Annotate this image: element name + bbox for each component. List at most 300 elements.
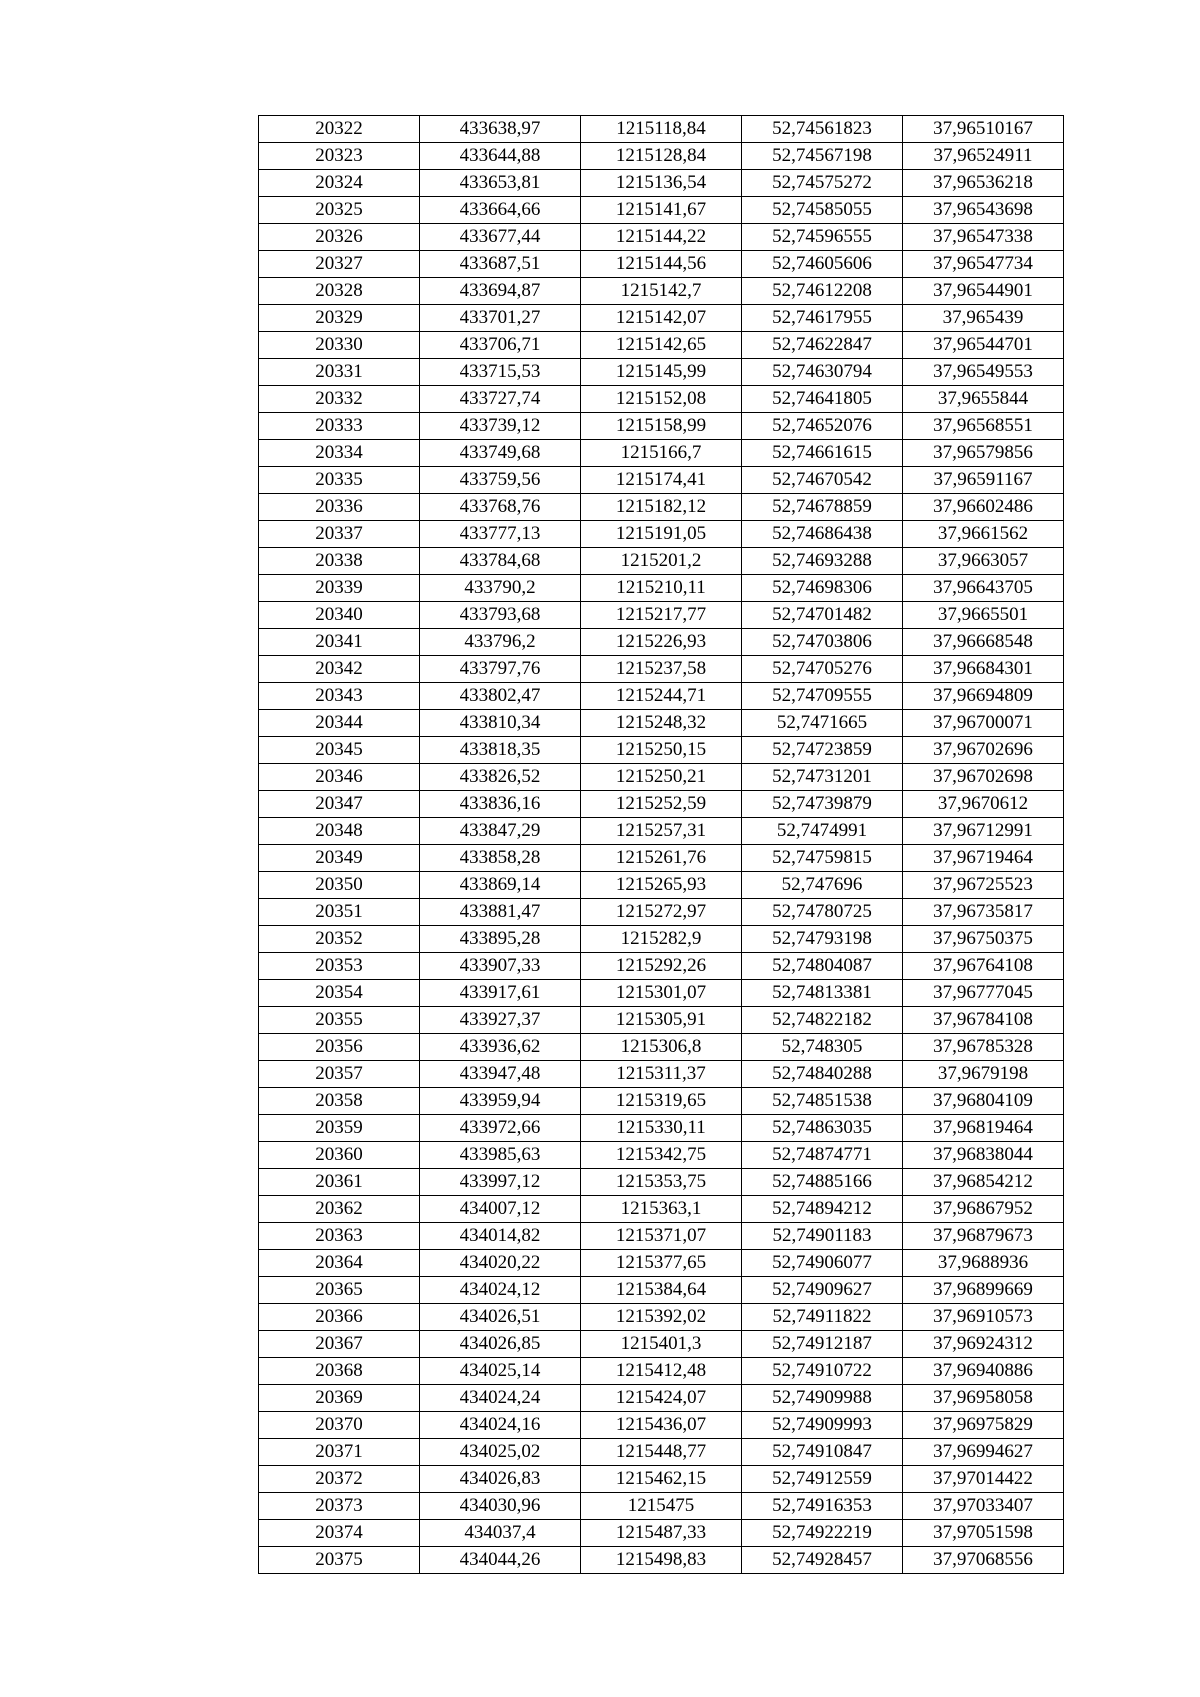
table-row bbox=[259, 629, 1064, 656]
y-coordinate-cell: 1215144,22 bbox=[581, 224, 742, 251]
table-row bbox=[259, 737, 1064, 764]
longitude-cell: 37,96750375 bbox=[903, 926, 1064, 953]
point-number-cell: 20346 bbox=[259, 764, 420, 791]
point-number-cell: 20340 bbox=[259, 602, 420, 629]
point-number-cell: 20325 bbox=[259, 197, 420, 224]
longitude-cell: 37,96547338 bbox=[903, 224, 1064, 251]
point-number-cell: 20341 bbox=[259, 629, 420, 656]
x-coordinate-cell: 434044,26 bbox=[420, 1547, 581, 1574]
x-coordinate-cell: 433895,28 bbox=[420, 926, 581, 953]
longitude-cell: 37,965439 bbox=[903, 305, 1064, 332]
latitude-cell: 52,74670542 bbox=[742, 467, 903, 494]
y-coordinate-cell: 1215142,65 bbox=[581, 332, 742, 359]
y-coordinate-cell: 1215311,37 bbox=[581, 1061, 742, 1088]
table-row bbox=[259, 1007, 1064, 1034]
y-coordinate-cell: 1215462,15 bbox=[581, 1466, 742, 1493]
y-coordinate-cell: 1215475 bbox=[581, 1493, 742, 1520]
point-number-cell: 20364 bbox=[259, 1250, 420, 1277]
x-coordinate-cell: 433739,12 bbox=[420, 413, 581, 440]
point-number-cell: 20322 bbox=[259, 116, 420, 143]
longitude-cell: 37,96536218 bbox=[903, 170, 1064, 197]
x-coordinate-cell: 433644,88 bbox=[420, 143, 581, 170]
table-row bbox=[259, 953, 1064, 980]
table-row bbox=[259, 1223, 1064, 1250]
table-row bbox=[259, 548, 1064, 575]
y-coordinate-cell: 1215210,11 bbox=[581, 575, 742, 602]
latitude-cell: 52,74630794 bbox=[742, 359, 903, 386]
x-coordinate-cell: 433826,52 bbox=[420, 764, 581, 791]
longitude-cell: 37,96543698 bbox=[903, 197, 1064, 224]
y-coordinate-cell: 1215145,99 bbox=[581, 359, 742, 386]
point-number-cell: 20336 bbox=[259, 494, 420, 521]
latitude-cell: 52,74723859 bbox=[742, 737, 903, 764]
y-coordinate-cell: 1215363,1 bbox=[581, 1196, 742, 1223]
longitude-cell: 37,96694809 bbox=[903, 683, 1064, 710]
table-row bbox=[259, 521, 1064, 548]
latitude-cell: 52,74840288 bbox=[742, 1061, 903, 1088]
y-coordinate-cell: 1215250,15 bbox=[581, 737, 742, 764]
point-number-cell: 20365 bbox=[259, 1277, 420, 1304]
longitude-cell: 37,9665501 bbox=[903, 602, 1064, 629]
point-number-cell: 20373 bbox=[259, 1493, 420, 1520]
table-row bbox=[259, 1088, 1064, 1115]
latitude-cell: 52,74759815 bbox=[742, 845, 903, 872]
coordinates-table bbox=[258, 115, 1064, 1574]
x-coordinate-cell: 434014,82 bbox=[420, 1223, 581, 1250]
latitude-cell: 52,7471665 bbox=[742, 710, 903, 737]
y-coordinate-cell: 1215401,3 bbox=[581, 1331, 742, 1358]
x-coordinate-cell: 434024,12 bbox=[420, 1277, 581, 1304]
point-number-cell: 20327 bbox=[259, 251, 420, 278]
table-row bbox=[259, 1034, 1064, 1061]
table-row bbox=[259, 1142, 1064, 1169]
y-coordinate-cell: 1215217,77 bbox=[581, 602, 742, 629]
point-number-cell: 20333 bbox=[259, 413, 420, 440]
point-number-cell: 20359 bbox=[259, 1115, 420, 1142]
latitude-cell: 52,74909988 bbox=[742, 1385, 903, 1412]
table-row bbox=[259, 764, 1064, 791]
point-number-cell: 20339 bbox=[259, 575, 420, 602]
table-row bbox=[259, 359, 1064, 386]
table-row bbox=[259, 116, 1064, 143]
y-coordinate-cell: 1215226,93 bbox=[581, 629, 742, 656]
point-number-cell: 20357 bbox=[259, 1061, 420, 1088]
y-coordinate-cell: 1215319,65 bbox=[581, 1088, 742, 1115]
table-row bbox=[259, 1196, 1064, 1223]
point-number-cell: 20372 bbox=[259, 1466, 420, 1493]
y-coordinate-cell: 1215412,48 bbox=[581, 1358, 742, 1385]
y-coordinate-cell: 1215292,26 bbox=[581, 953, 742, 980]
y-coordinate-cell: 1215141,67 bbox=[581, 197, 742, 224]
latitude-cell: 52,74909627 bbox=[742, 1277, 903, 1304]
point-number-cell: 20355 bbox=[259, 1007, 420, 1034]
longitude-cell: 37,96702698 bbox=[903, 764, 1064, 791]
table-row bbox=[259, 170, 1064, 197]
latitude-cell: 52,74874771 bbox=[742, 1142, 903, 1169]
point-number-cell: 20363 bbox=[259, 1223, 420, 1250]
table-row bbox=[259, 1520, 1064, 1547]
longitude-cell: 37,96924312 bbox=[903, 1331, 1064, 1358]
x-coordinate-cell: 433985,63 bbox=[420, 1142, 581, 1169]
x-coordinate-cell: 434024,16 bbox=[420, 1412, 581, 1439]
longitude-cell: 37,96700071 bbox=[903, 710, 1064, 737]
table-row bbox=[259, 1169, 1064, 1196]
longitude-cell: 37,96854212 bbox=[903, 1169, 1064, 1196]
latitude-cell: 52,74894212 bbox=[742, 1196, 903, 1223]
x-coordinate-cell: 433797,76 bbox=[420, 656, 581, 683]
table-row bbox=[259, 1331, 1064, 1358]
point-number-cell: 20335 bbox=[259, 467, 420, 494]
latitude-cell: 52,74617955 bbox=[742, 305, 903, 332]
y-coordinate-cell: 1215353,75 bbox=[581, 1169, 742, 1196]
x-coordinate-cell: 434026,83 bbox=[420, 1466, 581, 1493]
longitude-cell: 37,96524911 bbox=[903, 143, 1064, 170]
y-coordinate-cell: 1215248,32 bbox=[581, 710, 742, 737]
y-coordinate-cell: 1215272,97 bbox=[581, 899, 742, 926]
table-row bbox=[259, 1358, 1064, 1385]
x-coordinate-cell: 433907,33 bbox=[420, 953, 581, 980]
y-coordinate-cell: 1215301,07 bbox=[581, 980, 742, 1007]
latitude-cell: 52,7474991 bbox=[742, 818, 903, 845]
longitude-cell: 37,96838044 bbox=[903, 1142, 1064, 1169]
longitude-cell: 37,96819464 bbox=[903, 1115, 1064, 1142]
point-number-cell: 20353 bbox=[259, 953, 420, 980]
latitude-cell: 52,74813381 bbox=[742, 980, 903, 1007]
table-row bbox=[259, 1304, 1064, 1331]
point-number-cell: 20370 bbox=[259, 1412, 420, 1439]
x-coordinate-cell: 433638,97 bbox=[420, 116, 581, 143]
latitude-cell: 52,74906077 bbox=[742, 1250, 903, 1277]
latitude-cell: 52,74705276 bbox=[742, 656, 903, 683]
y-coordinate-cell: 1215166,7 bbox=[581, 440, 742, 467]
x-coordinate-cell: 433777,13 bbox=[420, 521, 581, 548]
longitude-cell: 37,96764108 bbox=[903, 953, 1064, 980]
table-row bbox=[259, 1466, 1064, 1493]
point-number-cell: 20334 bbox=[259, 440, 420, 467]
point-number-cell: 20360 bbox=[259, 1142, 420, 1169]
point-number-cell: 20358 bbox=[259, 1088, 420, 1115]
x-coordinate-cell: 434025,02 bbox=[420, 1439, 581, 1466]
longitude-cell: 37,96975829 bbox=[903, 1412, 1064, 1439]
longitude-cell: 37,96725523 bbox=[903, 872, 1064, 899]
longitude-cell: 37,96735817 bbox=[903, 899, 1064, 926]
longitude-cell: 37,96994627 bbox=[903, 1439, 1064, 1466]
y-coordinate-cell: 1215136,54 bbox=[581, 170, 742, 197]
latitude-cell: 52,74804087 bbox=[742, 953, 903, 980]
x-coordinate-cell: 433802,47 bbox=[420, 683, 581, 710]
point-number-cell: 20345 bbox=[259, 737, 420, 764]
y-coordinate-cell: 1215282,9 bbox=[581, 926, 742, 953]
point-number-cell: 20343 bbox=[259, 683, 420, 710]
x-coordinate-cell: 433959,94 bbox=[420, 1088, 581, 1115]
x-coordinate-cell: 433796,2 bbox=[420, 629, 581, 656]
latitude-cell: 52,74661615 bbox=[742, 440, 903, 467]
table-row bbox=[259, 1277, 1064, 1304]
longitude-cell: 37,96547734 bbox=[903, 251, 1064, 278]
y-coordinate-cell: 1215182,12 bbox=[581, 494, 742, 521]
longitude-cell: 37,96579856 bbox=[903, 440, 1064, 467]
table-row bbox=[259, 926, 1064, 953]
point-number-cell: 20361 bbox=[259, 1169, 420, 1196]
y-coordinate-cell: 1215128,84 bbox=[581, 143, 742, 170]
latitude-cell: 52,74793198 bbox=[742, 926, 903, 953]
y-coordinate-cell: 1215448,77 bbox=[581, 1439, 742, 1466]
latitude-cell: 52,74863035 bbox=[742, 1115, 903, 1142]
point-number-cell: 20342 bbox=[259, 656, 420, 683]
table-row bbox=[259, 224, 1064, 251]
longitude-cell: 37,97051598 bbox=[903, 1520, 1064, 1547]
y-coordinate-cell: 1215142,7 bbox=[581, 278, 742, 305]
longitude-cell: 37,96940886 bbox=[903, 1358, 1064, 1385]
latitude-cell: 52,74703806 bbox=[742, 629, 903, 656]
table-row bbox=[259, 1115, 1064, 1142]
longitude-cell: 37,96549553 bbox=[903, 359, 1064, 386]
y-coordinate-cell: 1215306,8 bbox=[581, 1034, 742, 1061]
latitude-cell: 52,74780725 bbox=[742, 899, 903, 926]
point-number-cell: 20344 bbox=[259, 710, 420, 737]
latitude-cell: 52,74652076 bbox=[742, 413, 903, 440]
x-coordinate-cell: 433869,14 bbox=[420, 872, 581, 899]
table-row bbox=[259, 494, 1064, 521]
table-row bbox=[259, 791, 1064, 818]
y-coordinate-cell: 1215118,84 bbox=[581, 116, 742, 143]
x-coordinate-cell: 433727,74 bbox=[420, 386, 581, 413]
longitude-cell: 37,96602486 bbox=[903, 494, 1064, 521]
table-row bbox=[259, 1493, 1064, 1520]
latitude-cell: 52,74686438 bbox=[742, 521, 903, 548]
point-number-cell: 20337 bbox=[259, 521, 420, 548]
table-row bbox=[259, 602, 1064, 629]
y-coordinate-cell: 1215158,99 bbox=[581, 413, 742, 440]
y-coordinate-cell: 1215152,08 bbox=[581, 386, 742, 413]
y-coordinate-cell: 1215487,33 bbox=[581, 1520, 742, 1547]
point-number-cell: 20366 bbox=[259, 1304, 420, 1331]
x-coordinate-cell: 433936,62 bbox=[420, 1034, 581, 1061]
table-row bbox=[259, 575, 1064, 602]
point-number-cell: 20369 bbox=[259, 1385, 420, 1412]
table-row bbox=[259, 1412, 1064, 1439]
y-coordinate-cell: 1215392,02 bbox=[581, 1304, 742, 1331]
latitude-cell: 52,74575272 bbox=[742, 170, 903, 197]
longitude-cell: 37,97033407 bbox=[903, 1493, 1064, 1520]
table-row bbox=[259, 683, 1064, 710]
longitude-cell: 37,96804109 bbox=[903, 1088, 1064, 1115]
latitude-cell: 52,74561823 bbox=[742, 116, 903, 143]
latitude-cell: 52,74928457 bbox=[742, 1547, 903, 1574]
latitude-cell: 52,74701482 bbox=[742, 602, 903, 629]
latitude-cell: 52,74912559 bbox=[742, 1466, 903, 1493]
longitude-cell: 37,96702696 bbox=[903, 737, 1064, 764]
y-coordinate-cell: 1215142,07 bbox=[581, 305, 742, 332]
y-coordinate-cell: 1215261,76 bbox=[581, 845, 742, 872]
latitude-cell: 52,74709555 bbox=[742, 683, 903, 710]
table-row bbox=[259, 1439, 1064, 1466]
table-row bbox=[259, 332, 1064, 359]
longitude-cell: 37,9661562 bbox=[903, 521, 1064, 548]
point-number-cell: 20326 bbox=[259, 224, 420, 251]
latitude-cell: 52,748305 bbox=[742, 1034, 903, 1061]
table-row bbox=[259, 980, 1064, 1007]
y-coordinate-cell: 1215265,93 bbox=[581, 872, 742, 899]
table-row bbox=[259, 845, 1064, 872]
latitude-cell: 52,74851538 bbox=[742, 1088, 903, 1115]
longitude-cell: 37,9679198 bbox=[903, 1061, 1064, 1088]
point-number-cell: 20362 bbox=[259, 1196, 420, 1223]
latitude-cell: 52,74731201 bbox=[742, 764, 903, 791]
x-coordinate-cell: 433790,2 bbox=[420, 575, 581, 602]
latitude-cell: 52,74585055 bbox=[742, 197, 903, 224]
table-row bbox=[259, 818, 1064, 845]
coordinates-table-body bbox=[259, 116, 1064, 1574]
point-number-cell: 20348 bbox=[259, 818, 420, 845]
table-row bbox=[259, 1250, 1064, 1277]
x-coordinate-cell: 433664,66 bbox=[420, 197, 581, 224]
longitude-cell: 37,96719464 bbox=[903, 845, 1064, 872]
x-coordinate-cell: 433759,56 bbox=[420, 467, 581, 494]
longitude-cell: 37,96712991 bbox=[903, 818, 1064, 845]
latitude-cell: 52,74641805 bbox=[742, 386, 903, 413]
y-coordinate-cell: 1215377,65 bbox=[581, 1250, 742, 1277]
longitude-cell: 37,96668548 bbox=[903, 629, 1064, 656]
latitude-cell: 52,74885166 bbox=[742, 1169, 903, 1196]
latitude-cell: 52,74567198 bbox=[742, 143, 903, 170]
longitude-cell: 37,96958058 bbox=[903, 1385, 1064, 1412]
x-coordinate-cell: 433881,47 bbox=[420, 899, 581, 926]
y-coordinate-cell: 1215384,64 bbox=[581, 1277, 742, 1304]
table-row bbox=[259, 278, 1064, 305]
x-coordinate-cell: 433917,61 bbox=[420, 980, 581, 1007]
table-row bbox=[259, 467, 1064, 494]
table-row bbox=[259, 305, 1064, 332]
table-row bbox=[259, 1061, 1064, 1088]
latitude-cell: 52,74922219 bbox=[742, 1520, 903, 1547]
y-coordinate-cell: 1215201,2 bbox=[581, 548, 742, 575]
y-coordinate-cell: 1215498,83 bbox=[581, 1547, 742, 1574]
longitude-cell: 37,96684301 bbox=[903, 656, 1064, 683]
x-coordinate-cell: 433749,68 bbox=[420, 440, 581, 467]
point-number-cell: 20351 bbox=[259, 899, 420, 926]
x-coordinate-cell: 434024,24 bbox=[420, 1385, 581, 1412]
longitude-cell: 37,97068556 bbox=[903, 1547, 1064, 1574]
latitude-cell: 52,74822182 bbox=[742, 1007, 903, 1034]
latitude-cell: 52,74916353 bbox=[742, 1493, 903, 1520]
longitude-cell: 37,9663057 bbox=[903, 548, 1064, 575]
point-number-cell: 20368 bbox=[259, 1358, 420, 1385]
longitude-cell: 37,96879673 bbox=[903, 1223, 1064, 1250]
y-coordinate-cell: 1215250,21 bbox=[581, 764, 742, 791]
x-coordinate-cell: 434030,96 bbox=[420, 1493, 581, 1520]
table-row bbox=[259, 872, 1064, 899]
point-number-cell: 20374 bbox=[259, 1520, 420, 1547]
longitude-cell: 37,9670612 bbox=[903, 791, 1064, 818]
longitude-cell: 37,96643705 bbox=[903, 575, 1064, 602]
x-coordinate-cell: 433810,34 bbox=[420, 710, 581, 737]
table-row bbox=[259, 710, 1064, 737]
longitude-cell: 37,96867952 bbox=[903, 1196, 1064, 1223]
longitude-cell: 37,96910573 bbox=[903, 1304, 1064, 1331]
point-number-cell: 20347 bbox=[259, 791, 420, 818]
y-coordinate-cell: 1215191,05 bbox=[581, 521, 742, 548]
y-coordinate-cell: 1215305,91 bbox=[581, 1007, 742, 1034]
longitude-cell: 37,96785328 bbox=[903, 1034, 1064, 1061]
table-row bbox=[259, 899, 1064, 926]
longitude-cell: 37,96544701 bbox=[903, 332, 1064, 359]
longitude-cell: 37,9688936 bbox=[903, 1250, 1064, 1277]
table-row bbox=[259, 413, 1064, 440]
y-coordinate-cell: 1215330,11 bbox=[581, 1115, 742, 1142]
point-number-cell: 20356 bbox=[259, 1034, 420, 1061]
x-coordinate-cell: 433972,66 bbox=[420, 1115, 581, 1142]
longitude-cell: 37,96777045 bbox=[903, 980, 1064, 1007]
latitude-cell: 52,74605606 bbox=[742, 251, 903, 278]
point-number-cell: 20328 bbox=[259, 278, 420, 305]
x-coordinate-cell: 433858,28 bbox=[420, 845, 581, 872]
latitude-cell: 52,74911822 bbox=[742, 1304, 903, 1331]
x-coordinate-cell: 433677,44 bbox=[420, 224, 581, 251]
point-number-cell: 20331 bbox=[259, 359, 420, 386]
y-coordinate-cell: 1215436,07 bbox=[581, 1412, 742, 1439]
point-number-cell: 20349 bbox=[259, 845, 420, 872]
longitude-cell: 37,96568551 bbox=[903, 413, 1064, 440]
y-coordinate-cell: 1215237,58 bbox=[581, 656, 742, 683]
y-coordinate-cell: 1215144,56 bbox=[581, 251, 742, 278]
point-number-cell: 20329 bbox=[259, 305, 420, 332]
x-coordinate-cell: 433947,48 bbox=[420, 1061, 581, 1088]
latitude-cell: 52,74622847 bbox=[742, 332, 903, 359]
point-number-cell: 20367 bbox=[259, 1331, 420, 1358]
longitude-cell: 37,96784108 bbox=[903, 1007, 1064, 1034]
point-number-cell: 20354 bbox=[259, 980, 420, 1007]
table-row bbox=[259, 386, 1064, 413]
latitude-cell: 52,74909993 bbox=[742, 1412, 903, 1439]
longitude-cell: 37,97014422 bbox=[903, 1466, 1064, 1493]
latitude-cell: 52,74912187 bbox=[742, 1331, 903, 1358]
x-coordinate-cell: 433715,53 bbox=[420, 359, 581, 386]
point-number-cell: 20323 bbox=[259, 143, 420, 170]
x-coordinate-cell: 433706,71 bbox=[420, 332, 581, 359]
latitude-cell: 52,747696 bbox=[742, 872, 903, 899]
y-coordinate-cell: 1215174,41 bbox=[581, 467, 742, 494]
latitude-cell: 52,74693288 bbox=[742, 548, 903, 575]
x-coordinate-cell: 433694,87 bbox=[420, 278, 581, 305]
latitude-cell: 52,74698306 bbox=[742, 575, 903, 602]
longitude-cell: 37,9655844 bbox=[903, 386, 1064, 413]
y-coordinate-cell: 1215252,59 bbox=[581, 791, 742, 818]
latitude-cell: 52,74910722 bbox=[742, 1358, 903, 1385]
x-coordinate-cell: 433687,51 bbox=[420, 251, 581, 278]
y-coordinate-cell: 1215371,07 bbox=[581, 1223, 742, 1250]
x-coordinate-cell: 433927,37 bbox=[420, 1007, 581, 1034]
y-coordinate-cell: 1215342,75 bbox=[581, 1142, 742, 1169]
point-number-cell: 20338 bbox=[259, 548, 420, 575]
y-coordinate-cell: 1215424,07 bbox=[581, 1385, 742, 1412]
latitude-cell: 52,74910847 bbox=[742, 1439, 903, 1466]
x-coordinate-cell: 434026,51 bbox=[420, 1304, 581, 1331]
point-number-cell: 20330 bbox=[259, 332, 420, 359]
x-coordinate-cell: 433818,35 bbox=[420, 737, 581, 764]
latitude-cell: 52,74739879 bbox=[742, 791, 903, 818]
x-coordinate-cell: 433784,68 bbox=[420, 548, 581, 575]
longitude-cell: 37,96591167 bbox=[903, 467, 1064, 494]
x-coordinate-cell: 434020,22 bbox=[420, 1250, 581, 1277]
y-coordinate-cell: 1215257,31 bbox=[581, 818, 742, 845]
table-row bbox=[259, 1547, 1064, 1574]
point-number-cell: 20350 bbox=[259, 872, 420, 899]
x-coordinate-cell: 433768,76 bbox=[420, 494, 581, 521]
y-coordinate-cell: 1215244,71 bbox=[581, 683, 742, 710]
table-row bbox=[259, 197, 1064, 224]
latitude-cell: 52,74678859 bbox=[742, 494, 903, 521]
